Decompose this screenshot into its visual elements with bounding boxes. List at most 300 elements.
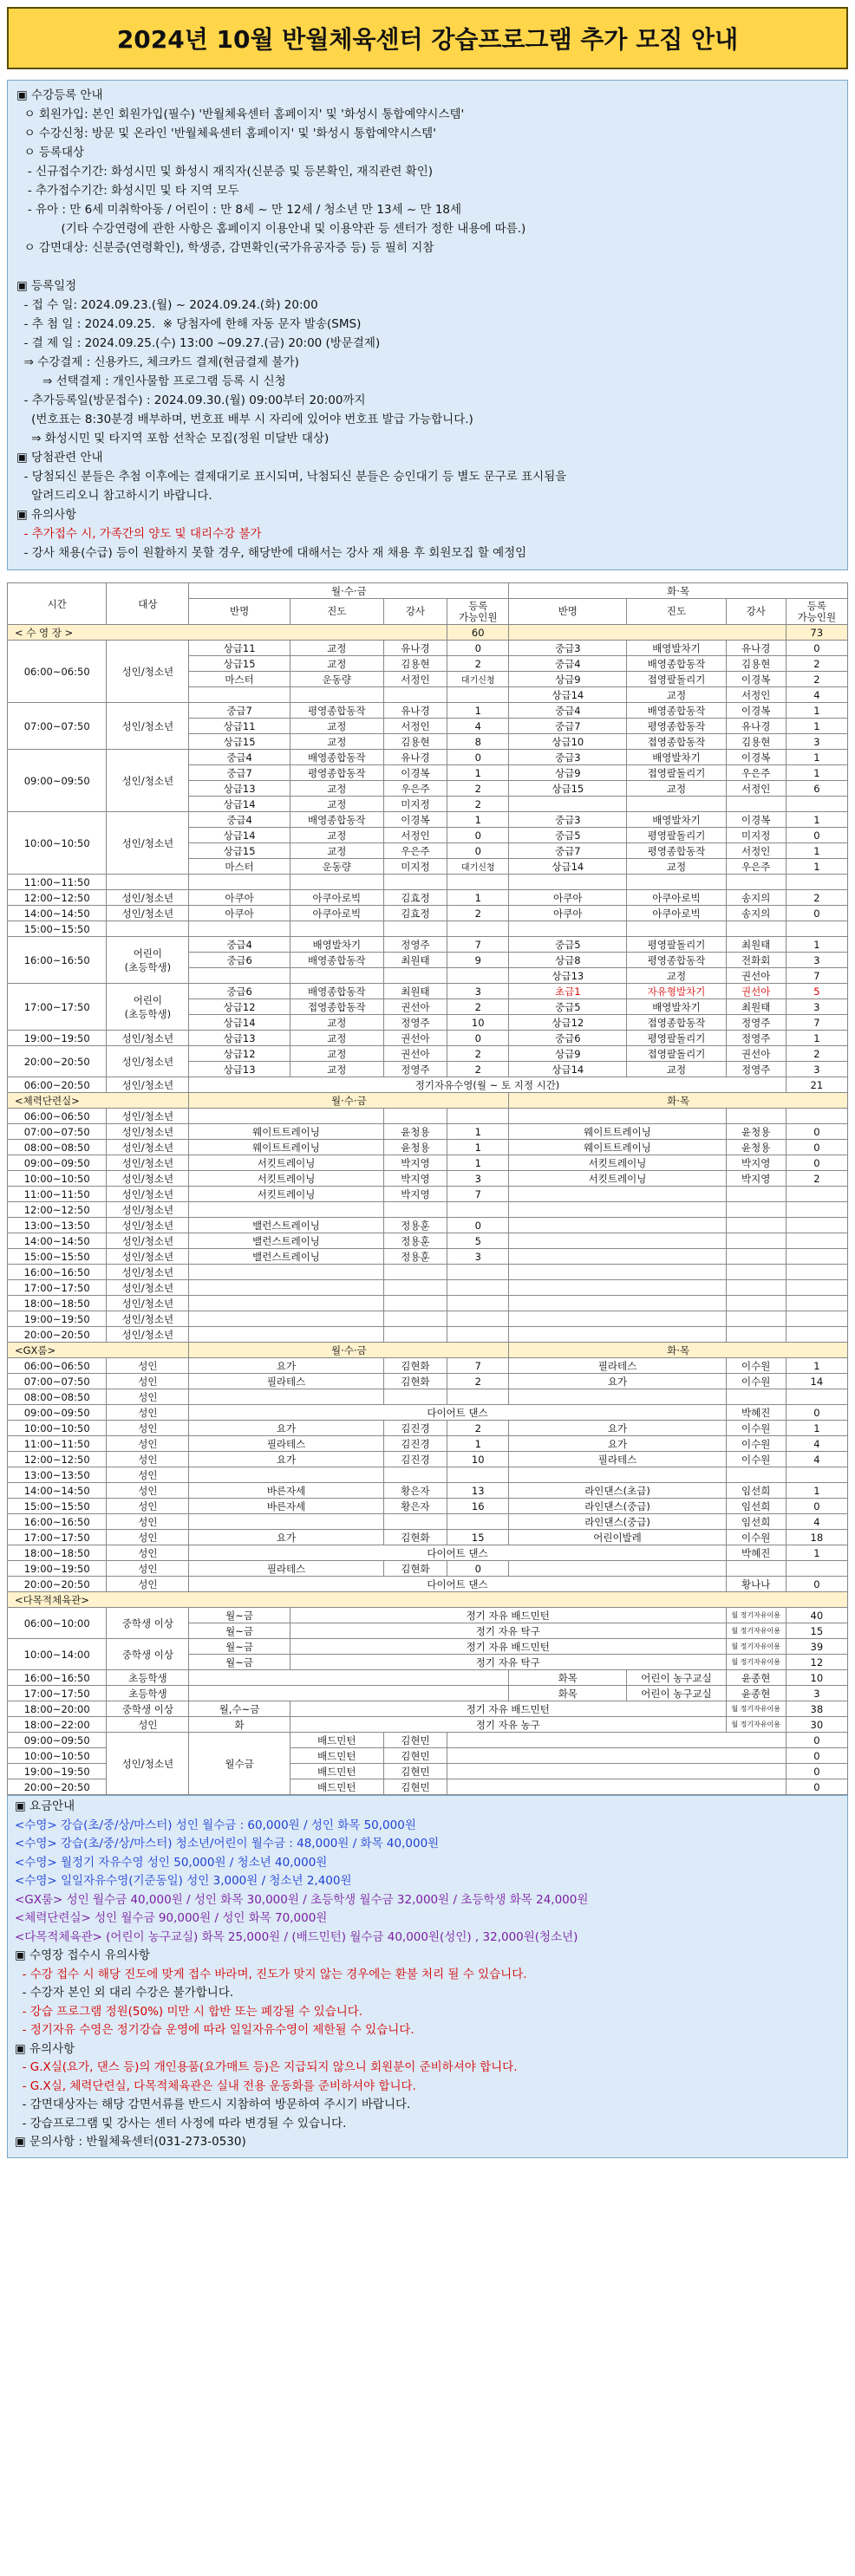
fitness-cap [786, 1218, 847, 1233]
info-line: ⇒ 선택결제 : 개인사물함 프로그램 등록 시 신청 [16, 374, 286, 388]
target-cell: 성인/청소년 [107, 1171, 189, 1187]
swim-cell: 0 [786, 906, 847, 921]
fitness-inst [383, 1311, 447, 1327]
gx-class: 필라테스 [189, 1374, 383, 1389]
fitness-cap: 3 [447, 1171, 509, 1187]
gx-inst: 임선희 [726, 1499, 786, 1514]
time-cell: 16:00~16:50 [8, 937, 107, 984]
fee-line: - 강습프로그램 및 강사는 센터 사정에 따라 변경될 수 있습니다. [15, 2116, 347, 2130]
time-cell: 06:00~10:00 [8, 1608, 107, 1639]
gx-inst: 이수원 [726, 1452, 786, 1467]
swim-cell: 이경복 [726, 750, 786, 765]
fee-line: <체력단련실> 성인 월수금 90,000원 / 성인 화목 70,000원 [15, 1911, 328, 1925]
swim-row [8, 641, 848, 656]
time-cell: 15:00~15:50 [8, 1249, 107, 1265]
swim-cell: 송지의 [726, 890, 786, 906]
fee-line: <수영> 강습(초/중/상/마스터) 성인 월수금 : 60,000원 / 성인 화목 50,000원 [15, 1818, 416, 1832]
gym-program: 정기 자유 배드민턴 [290, 1608, 726, 1623]
fitness-row [8, 1171, 848, 1187]
fitness-row [8, 1233, 848, 1249]
swim-cell: 접영팔돌리기 [627, 765, 726, 781]
fitness-cap [447, 1202, 509, 1218]
swim-cell: 상급9 [509, 672, 627, 687]
swim-cell: 상급15 [189, 843, 290, 859]
swim-cell: 이경복 [726, 812, 786, 828]
info-line: ⇒ 수강결제 : 신용카드, 체크카드 결제(현금결제 불가) [16, 355, 299, 369]
fitness-class [509, 1265, 726, 1280]
target-cell: 성인/청소년 [107, 906, 189, 921]
gym-kids-row [8, 1686, 848, 1701]
time-cell: 10:00~10:50 [8, 1421, 107, 1436]
fitness-class [509, 1327, 726, 1343]
fitness-cap: 0 [447, 1218, 509, 1233]
swim-cell: 6 [786, 781, 847, 797]
fitness-class [509, 1311, 726, 1327]
header-tt: 화·목 [509, 583, 848, 599]
swim-cell: 배영종합동작 [627, 703, 726, 719]
swim-cell: 아쿠아 [189, 906, 290, 921]
gym-evening-row [8, 1701, 848, 1717]
gx-row [8, 1577, 848, 1592]
info-line: - 당첨되신 분들은 추첨 이후에는 결제대기로 표시되며, 낙첨되신 분들은 승인대기 등 별도 문구로 표시됨을 [16, 470, 567, 484]
swim-cell: 배영종합동작 [627, 656, 726, 672]
gx-inst [383, 1467, 447, 1483]
gym-row [8, 1608, 848, 1623]
time-cell: 10:00~14:00 [8, 1639, 107, 1670]
gx-inst [383, 1514, 447, 1530]
fee-line: - 정기자유 수영은 정기강습 운영에 따라 일일자유수영이 제한될 수 있습니다. [15, 2023, 414, 2037]
fitness-class: 웨이트트레이닝 [509, 1124, 726, 1140]
fitness-cap: 2 [786, 1171, 847, 1187]
fitness-class: 웨이트트레이닝 [189, 1124, 383, 1140]
swim-cell: 권선아 [726, 1046, 786, 1062]
gym-program: 정기 자유 농구 [290, 1717, 726, 1733]
fitness-inst: 윤청용 [383, 1140, 447, 1155]
gx-cap: 14 [786, 1374, 847, 1389]
swim-cell: 서정인 [726, 781, 786, 797]
fitness-row [8, 1249, 848, 1265]
swim-cell: 김용현 [726, 656, 786, 672]
fitness-class [189, 1265, 383, 1280]
target-cell: 성인/청소년 [107, 1265, 189, 1280]
swim-row [8, 1031, 848, 1046]
swim-cell [189, 875, 290, 890]
fee-line: ▣ 문의사항 : 반월체육센터(031-273-0530) [15, 2135, 246, 2149]
target-cell: 어린이 (초등학생) [107, 937, 189, 984]
swim-cell: 상급11 [189, 719, 290, 734]
swim-cell: 상급14 [509, 687, 627, 703]
info-line: - 추가접수 시, 가족간의 양도 및 대리수강 불가 [16, 527, 262, 541]
fitness-cap [786, 1187, 847, 1202]
swim-cell: 상급13 [189, 1031, 290, 1046]
section-row [8, 1592, 848, 1608]
gym-days: 화목 [509, 1670, 627, 1686]
time-cell: 16:00~16:50 [8, 1670, 107, 1686]
swim-cell: 2 [447, 656, 509, 672]
swim-cell: 이경복 [726, 672, 786, 687]
header-target: 대상 [107, 583, 189, 625]
swim-cell: 아쿠아로빅 [290, 890, 383, 906]
swim-cell: 8 [447, 734, 509, 750]
gym-cap: 39 [786, 1639, 847, 1655]
swim-cell: 교정 [290, 781, 383, 797]
gym-note: 월 정기자유이용 [726, 1701, 786, 1717]
swim-tt-total: 73 [786, 625, 847, 641]
fee-line: - G.X실, 체력단련실, 다목적체육관은 실내 전용 운동화를 준비하셔야 합니다. [15, 2078, 416, 2093]
gx-cap: 0 [786, 1405, 847, 1421]
swim-cell: 초급1 [509, 984, 627, 999]
time-cell: 08:00~08:50 [8, 1140, 107, 1155]
gx-row [8, 1514, 848, 1530]
swim-cell: 교정 [290, 734, 383, 750]
swim-row [8, 1046, 848, 1062]
gx-inst: 김진경 [383, 1436, 447, 1452]
fitness-class [189, 1327, 383, 1343]
swim-cell [189, 921, 290, 937]
gx-inst: 임선희 [726, 1483, 786, 1499]
swim-cell [447, 687, 509, 703]
swim-cell: 아쿠아 [509, 906, 627, 921]
gx-class [189, 1467, 383, 1483]
section-tt: 화·목 [509, 1343, 848, 1358]
swim-cell: 김용현 [383, 734, 447, 750]
swim-cell: 운동량 [290, 859, 383, 875]
swim-cell: 정영주 [726, 1015, 786, 1031]
swim-cell: 상급13 [189, 1062, 290, 1077]
swim-cell: 2 [447, 1062, 509, 1077]
swim-cell: 1 [786, 937, 847, 953]
swim-cell: 자유형발차기 [627, 984, 726, 999]
swim-cell [509, 921, 627, 937]
time-cell: 12:00~12:50 [8, 1202, 107, 1218]
gx-cap [786, 1467, 847, 1483]
fitness-row [8, 1296, 848, 1311]
info-line: - 유아 : 만 6세 미취학아동 / 어린이 : 만 8세 ~ 만 12세 / 청소년 만 13세 ~ 만 18세 [16, 203, 462, 217]
gx-class: 필라테스 [509, 1358, 726, 1374]
gx-class: 다이어트 댄스 [189, 1545, 726, 1561]
gx-inst: 김현화 [383, 1374, 447, 1389]
time-cell: 18:00~22:00 [8, 1717, 107, 1733]
swim-cell: 서정인 [726, 687, 786, 703]
time-cell: 17:00~17:50 [8, 1686, 107, 1701]
fitness-cap: 1 [447, 1124, 509, 1140]
fee-line: - 감면대상자는 해당 감면서류를 반드시 지참하여 방문하여 주시기 바랍니다. [15, 2098, 411, 2111]
fitness-inst [383, 1327, 447, 1343]
gx-cap: 4 [786, 1452, 847, 1467]
swim-cell: 교정 [290, 797, 383, 812]
gx-cap: 4 [786, 1514, 847, 1530]
fitness-class: 웨이트트레이닝 [189, 1140, 383, 1155]
gym-evening-row [8, 1717, 848, 1733]
info-line: ▣ 당첨관련 안내 [16, 451, 103, 465]
gx-class: 다이어트 댄스 [189, 1577, 726, 1592]
time-cell: 15:00~15:50 [8, 921, 107, 937]
swim-cell: 상급15 [189, 734, 290, 750]
gx-cap: 7 [447, 1358, 509, 1374]
swim-cell [627, 921, 726, 937]
gx-cap: 0 [786, 1577, 847, 1592]
time-cell: 07:00~07:50 [8, 1124, 107, 1140]
section-row [8, 625, 848, 641]
fee-info-box [7, 1795, 848, 2158]
swim-cell [447, 875, 509, 890]
target-cell: 중학생 이상 [107, 1639, 189, 1670]
fitness-cap [447, 1296, 509, 1311]
target-cell: 성인 [107, 1389, 189, 1405]
swim-cell: 아쿠아로빅 [290, 906, 383, 921]
gx-inst [726, 1467, 786, 1483]
swim-cell: 대기신청 [447, 859, 509, 875]
swim-cell: 상급14 [189, 1015, 290, 1031]
time-cell: 20:00~20:50 [8, 1577, 107, 1592]
gym-row [8, 1639, 848, 1655]
fitness-cap [447, 1280, 509, 1296]
swim-cell: 3 [786, 999, 847, 1015]
gx-inst: 황은자 [383, 1499, 447, 1514]
swim-cell: 김효정 [383, 890, 447, 906]
swim-cell [509, 797, 627, 812]
time-cell: 09:00~09:50 [8, 1405, 107, 1421]
table-cell [447, 1779, 786, 1795]
target-cell: 성인/청소년 [107, 1140, 189, 1155]
header-sub: 등록 가능인원 [447, 599, 509, 625]
gym-days: 월~금 [189, 1655, 290, 1670]
free-swim-label: 정기자유수영(월 ~ 토 지정 시간) [189, 1077, 786, 1093]
info-line: (번호표는 8:30분경 배부하며, 번호표 배부 시 자리에 있어야 번호표 발급 가능합니다.) [16, 413, 473, 426]
fitness-inst [726, 1202, 786, 1218]
swim-cell: 교정 [290, 828, 383, 843]
time-cell: 18:00~18:50 [8, 1545, 107, 1561]
target-cell: 성인/청소년 [107, 1031, 189, 1046]
header-sub: 강사 [726, 599, 786, 625]
info-line: - 추 첨 일 : 2024.09.25. ※ 당첨자에 한해 자동 문자 발송(SMS) [16, 317, 362, 331]
gym-days: 화 [189, 1717, 290, 1733]
fitness-cap [447, 1109, 509, 1124]
header-sub: 등록 가능인원 [786, 599, 847, 625]
fitness-inst: 박지영 [383, 1171, 447, 1187]
target-cell: 성인 [107, 1405, 189, 1421]
gx-class: 다이어트 댄스 [189, 1405, 726, 1421]
fitness-cap: 0 [786, 1155, 847, 1171]
fitness-inst [726, 1327, 786, 1343]
header-sub: 진도 [627, 599, 726, 625]
fitness-inst [383, 1296, 447, 1311]
swim-cell: 우은주 [726, 859, 786, 875]
time-cell: 12:00~12:50 [8, 1452, 107, 1467]
gx-class: 요가 [189, 1421, 383, 1436]
gx-inst: 황나나 [726, 1577, 786, 1592]
swim-row [8, 906, 848, 921]
time-cell: 14:00~14:50 [8, 906, 107, 921]
swim-cell: 교정 [627, 781, 726, 797]
swim-cell: 상급15 [189, 656, 290, 672]
swim-cell: 교정 [627, 968, 726, 984]
gym-program: 정기 자유 탁구 [290, 1623, 726, 1639]
swim-row [8, 890, 848, 906]
swim-cell: 7 [447, 937, 509, 953]
swim-cell: 배영종합동작 [290, 953, 383, 968]
gx-inst: 이수원 [726, 1421, 786, 1436]
swim-cell: 배영종합동작 [290, 984, 383, 999]
swim-cell: 유나경 [383, 750, 447, 765]
time-cell: 19:00~19:50 [8, 1031, 107, 1046]
time-cell: 12:00~12:50 [8, 890, 107, 906]
gx-cap: 4 [786, 1436, 847, 1452]
swim-cell: 최원태 [383, 953, 447, 968]
swim-cell: 2 [786, 1046, 847, 1062]
gx-class: 라인댄스(중급) [509, 1514, 726, 1530]
gym-cap: 30 [786, 1717, 847, 1733]
swim-cell: 중급7 [509, 843, 627, 859]
gx-row [8, 1483, 848, 1499]
swim-cell: 유나경 [383, 703, 447, 719]
fitness-inst: 윤청용 [726, 1124, 786, 1140]
swim-cell: 미지정 [726, 828, 786, 843]
gx-row [8, 1545, 848, 1561]
fitness-row [8, 1218, 848, 1233]
target-cell: 성인 [107, 1374, 189, 1389]
info-line: - 강사 채용(수급) 등이 원활하지 못할 경우, 해당반에 대해서는 강사 재 채용 후 회원모집 할 예정임 [16, 546, 527, 560]
swim-cell: 우은주 [383, 781, 447, 797]
swim-cell: 권선아 [726, 984, 786, 999]
swim-cell: 0 [447, 1031, 509, 1046]
fitness-cap [786, 1265, 847, 1280]
target-cell: 성인 [107, 1436, 189, 1452]
swim-cell: 중급6 [189, 953, 290, 968]
swim-cell: 최원태 [726, 937, 786, 953]
gx-class: 라인댄스(초급) [509, 1483, 726, 1499]
swim-cell: 상급12 [189, 1046, 290, 1062]
swim-cell: 상급11 [189, 641, 290, 656]
gx-inst: 박혜진 [726, 1405, 786, 1421]
swim-cell: 7 [786, 968, 847, 984]
swim-row [8, 937, 848, 953]
swim-cell: 2 [786, 672, 847, 687]
table-cell [189, 1686, 509, 1701]
gym-badminton-row [8, 1733, 848, 1748]
gx-row [8, 1389, 848, 1405]
swim-cell: 교정 [627, 687, 726, 703]
swim-cell [383, 687, 447, 703]
swim-cell: 중급7 [189, 703, 290, 719]
fitness-inst: 윤청용 [383, 1124, 447, 1140]
gx-inst: 김현화 [383, 1561, 447, 1577]
info-line: - 접 수 일: 2024.09.23.(월) ~ 2024.09.24.(화) 20:00 [16, 298, 318, 312]
swim-cell: 우은주 [726, 765, 786, 781]
fitness-cap [786, 1202, 847, 1218]
swim-cell: 2 [447, 906, 509, 921]
swim-cell: 정영주 [383, 937, 447, 953]
section-tt: 화·목 [509, 1093, 848, 1109]
info-line: ㅇ 등록대상 [16, 146, 85, 159]
time-cell: 13:00~13:50 [8, 1218, 107, 1233]
swim-cell: 배영종합동작 [290, 812, 383, 828]
gx-class: 요가 [189, 1358, 383, 1374]
fitness-cap [786, 1311, 847, 1327]
time-cell: 17:00~17:50 [8, 984, 107, 1031]
gx-cap: 1 [786, 1483, 847, 1499]
gx-cap [786, 1561, 847, 1577]
target-cell: 성인 [107, 1499, 189, 1514]
swim-cell [383, 921, 447, 937]
fitness-inst [726, 1233, 786, 1249]
gym-days: 화목 [509, 1686, 627, 1701]
gx-inst: 임선희 [726, 1514, 786, 1530]
gym-program: 배드민턴 [290, 1748, 383, 1764]
swim-cell [786, 921, 847, 937]
registration-info-box [7, 80, 848, 570]
swim-cell: 5 [786, 984, 847, 999]
gym-days: 월,수~금 [189, 1701, 290, 1717]
swim-cell: 평영종합동작 [627, 719, 726, 734]
swim-cell: 배영발차기 [627, 999, 726, 1015]
fee-line: <수영> 월정기 자유수영 성인 50,000원 / 청소년 40,000원 [15, 1855, 328, 1870]
gx-row [8, 1421, 848, 1436]
target-cell: 성인/청소년 [107, 1311, 189, 1327]
time-cell: 16:00~16:50 [8, 1514, 107, 1530]
gym-cap: 3 [786, 1686, 847, 1701]
section-swim: < 수 영 장 > [8, 625, 447, 641]
gx-cap [447, 1389, 509, 1405]
swim-cell: 서정인 [383, 828, 447, 843]
time-cell: 19:00~19:50 [8, 1764, 107, 1779]
swim-cell: 평영팔돌리기 [627, 1031, 726, 1046]
gym-program: 정기 자유 배드민턴 [290, 1639, 726, 1655]
time-cell: 06:00~06:50 [8, 1109, 107, 1124]
info-line [16, 257, 839, 276]
swim-cell: 중급6 [509, 1031, 627, 1046]
swim-cell: 2 [447, 1046, 509, 1062]
swim-row [8, 750, 848, 765]
fitness-inst: 박지영 [726, 1155, 786, 1171]
swim-cell: 상급12 [509, 1015, 627, 1031]
swim-cell: 송지의 [726, 906, 786, 921]
target-cell: 성인/청소년 [107, 1296, 189, 1311]
swim-row [8, 875, 848, 890]
target-cell: 성인 [107, 1545, 189, 1561]
swim-cell: 중급4 [509, 656, 627, 672]
swim-cell: 운동량 [290, 672, 383, 687]
swim-cell: 미지정 [383, 797, 447, 812]
gx-inst: 김현화 [383, 1530, 447, 1545]
gx-class: 필라테스 [189, 1436, 383, 1452]
swim-cell: 상급14 [509, 1062, 627, 1077]
target-cell: 성인/청소년 [107, 641, 189, 703]
swim-cell: 중급4 [189, 812, 290, 828]
swim-cell [726, 921, 786, 937]
swim-cell: 10 [447, 1015, 509, 1031]
swim-cell: 0 [786, 641, 847, 656]
header-row [8, 583, 848, 599]
target-cell: 성인 [107, 1467, 189, 1483]
swim-cell: 1 [447, 703, 509, 719]
time-cell: 06:00~20:50 [8, 1077, 107, 1093]
fitness-inst: 정용훈 [383, 1249, 447, 1265]
gx-row [8, 1499, 848, 1514]
fitness-cap [447, 1265, 509, 1280]
gx-cap [447, 1514, 509, 1530]
swim-cell: 배영발차기 [627, 641, 726, 656]
swim-cell [290, 921, 383, 937]
gx-cap: 2 [447, 1421, 509, 1436]
gym-program: 정기 자유 탁구 [290, 1655, 726, 1670]
gym-program: 배드민턴 [290, 1779, 383, 1795]
swim-cell [786, 797, 847, 812]
swim-cell: 상급10 [509, 734, 627, 750]
swim-cell: 0 [447, 750, 509, 765]
fitness-cap: 0 [786, 1140, 847, 1155]
target-cell: 성인 [107, 1452, 189, 1467]
